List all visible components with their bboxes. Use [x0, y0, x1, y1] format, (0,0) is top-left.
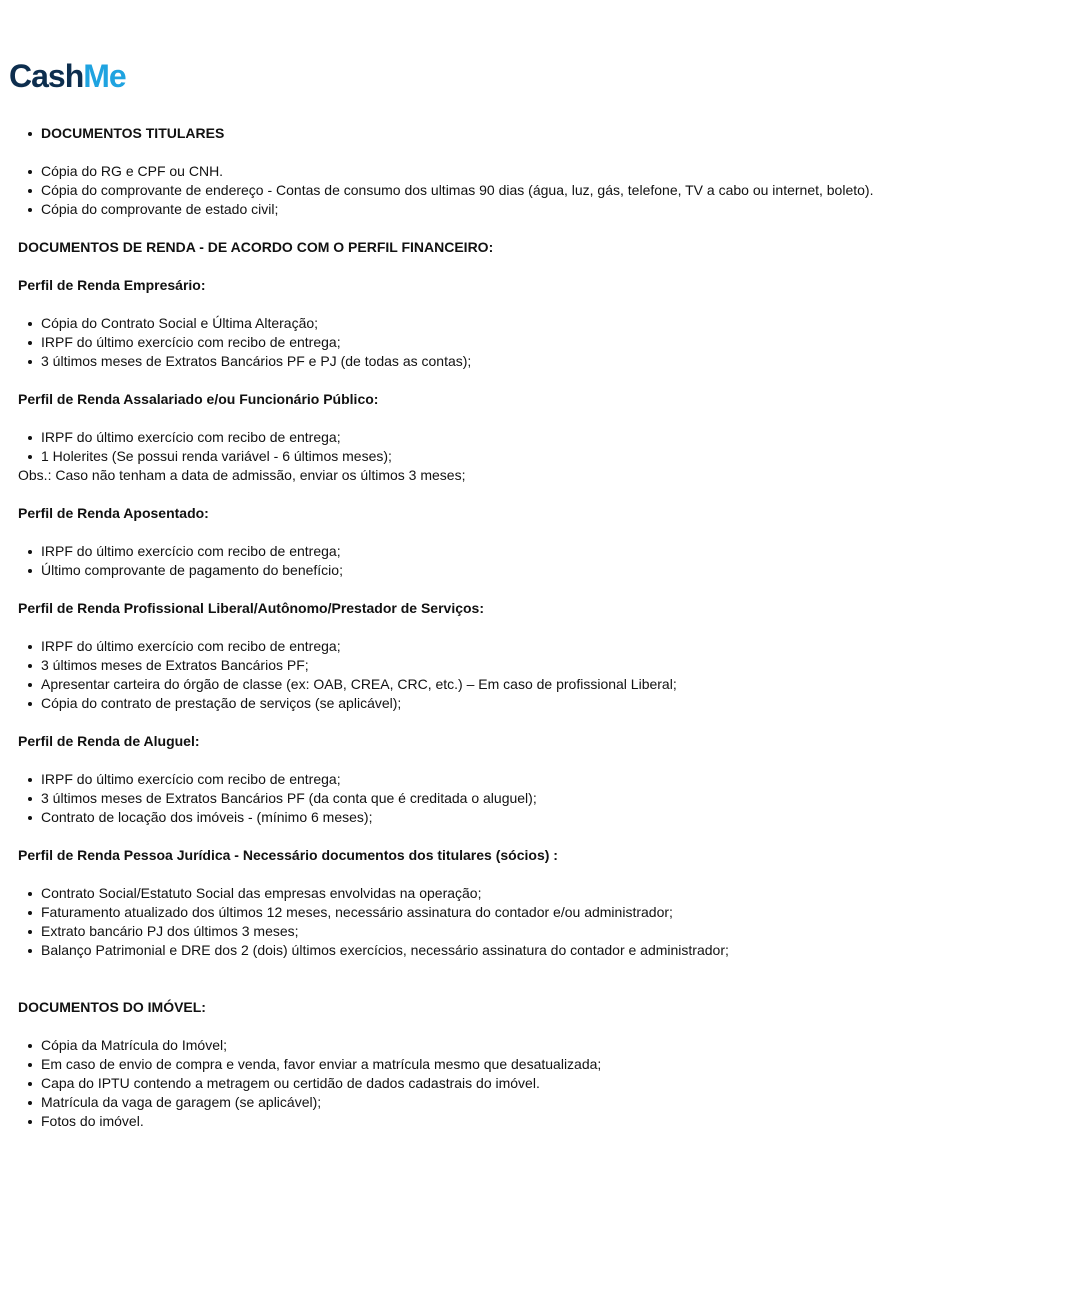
list-item: Cópia do contrato de prestação de serviços (se aplicável); [18, 694, 1068, 713]
list-item: Contrato de locação dos imóveis - (mínimo 6 meses); [18, 808, 1068, 827]
list-item: Capa do IPTU contendo a metragem ou certidão de dados cadastrais do imóvel. [18, 1074, 1068, 1093]
list-item: Último comprovante de pagamento do benefício; [18, 561, 1068, 580]
list-item: IRPF do último exercício com recibo de entrega; [18, 637, 1068, 656]
list-item: Balanço Patrimonial e DRE dos 2 (dois) últimos exercícios, necessário assinatura do contador e administrador; [18, 941, 1068, 960]
section-heading-titulares: DOCUMENTOS TITULARES [18, 124, 1068, 143]
list-item: 3 últimos meses de Extratos Bancários PF (da conta que é creditada o aluguel); [18, 789, 1068, 808]
list-item: Faturamento atualizado dos últimos 12 meses, necessário assinatura do contador e/ou administrador; [18, 903, 1068, 922]
list-item: Fotos do imóvel. [18, 1112, 1068, 1131]
list-item: 3 últimos meses de Extratos Bancários PF; [18, 656, 1068, 675]
section-heading-imovel: DOCUMENTOS DO IMÓVEL: [18, 999, 206, 1015]
list-item: Extrato bancário PJ dos últimos 3 meses; [18, 922, 1068, 941]
subheading-pj: Perfil de Renda Pessoa Jurídica - Necessário documentos dos titulares (sócios) : [18, 847, 558, 863]
subheading-aposentado: Perfil de Renda Aposentado: [18, 505, 209, 521]
list-item: 3 últimos meses de Extratos Bancários PF e PJ (de todas as contas); [18, 352, 1068, 371]
list-item: IRPF do último exercício com recibo de entrega; [18, 333, 1068, 352]
subheading-empresario: Perfil de Renda Empresário: [18, 277, 206, 293]
list-item: Matrícula da vaga de garagem (se aplicável); [18, 1093, 1068, 1112]
list-item: Cópia da Matrícula do Imóvel; [18, 1036, 1068, 1055]
obs-note: Obs.: Caso não tenham a data de admissão, enviar os últimos 3 meses; [18, 467, 466, 483]
list-item: Em caso de envio de compra e venda, favor enviar a matrícula mesmo que desatualizada; [18, 1055, 1068, 1074]
list-item: Cópia do Contrato Social e Última Alteração; [18, 314, 1068, 333]
section-heading-renda: DOCUMENTOS DE RENDA - DE ACORDO COM O PERFIL FINANCEIRO: [18, 239, 494, 255]
subheading-liberal: Perfil de Renda Profissional Liberal/Autônomo/Prestador de Serviços: [18, 600, 484, 616]
list-item: IRPF do último exercício com recibo de entrega; [18, 428, 1068, 447]
list-item: 1 Holerites (Se possui renda variável - 6 últimos meses); [18, 447, 1068, 466]
list-item: Cópia do comprovante de estado civil; [18, 200, 1068, 219]
list-item: Cópia do RG e CPF ou CNH. [18, 162, 1068, 181]
list-item: IRPF do último exercício com recibo de entrega; [18, 770, 1068, 789]
list-item: Apresentar carteira do órgão de classe (ex: OAB, CREA, CRC, etc.) – Em caso de profissional Liberal; [18, 675, 1068, 694]
list-item: IRPF do último exercício com recibo de entrega; [18, 542, 1068, 561]
document-content [18, 124, 1068, 1131]
list-item: Contrato Social/Estatuto Social das empresas envolvidas na operação; [18, 884, 1068, 903]
subheading-aluguel: Perfil de Renda de Aluguel: [18, 733, 200, 749]
subheading-assalariado: Perfil de Renda Assalariado e/ou Funcionário Público: [18, 391, 379, 407]
list-item: Cópia do comprovante de endereço - Contas de consumo dos ultimas 90 dias (água, luz, gás, telefone, TV a cabo ou internet, boleto). [18, 181, 1068, 200]
logo-me-text: Me [83, 58, 126, 94]
cashme-logo [9, 60, 126, 92]
logo-cash-text: Cash [9, 58, 84, 94]
